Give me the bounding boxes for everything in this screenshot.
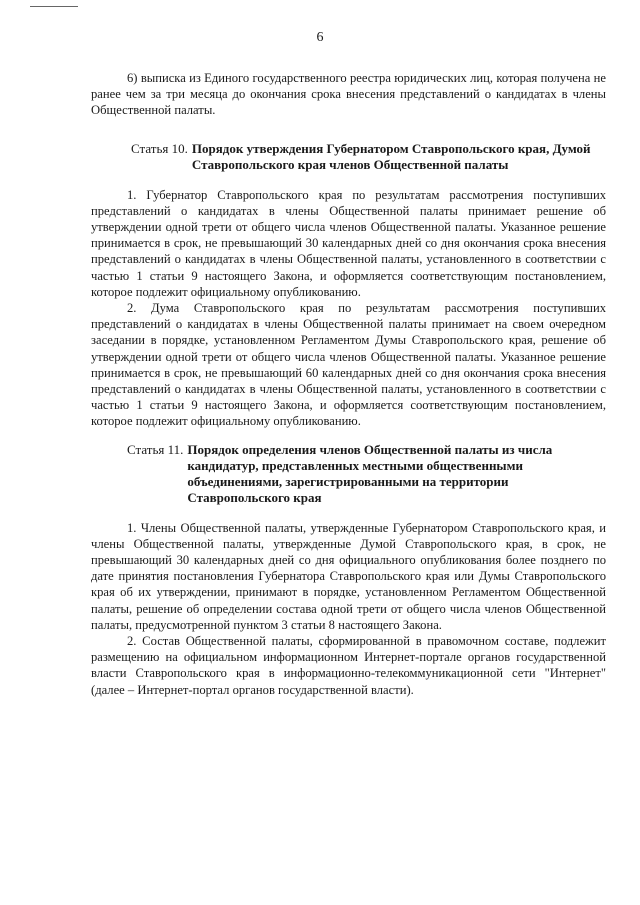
article-11-title: Порядок определения членов Общественной палаты из числа кандидатур, представленных местными общественными объединениями, зарегистрированными на территории Ставропольского края	[187, 441, 553, 505]
article-11-heading	[127, 442, 606, 506]
article-10-title: Порядок утверждения Губернатором Ставропольского края, Думой Ставропольского края членов Общественной палаты	[191, 140, 591, 172]
article-10-heading	[131, 141, 606, 173]
intro-item: 6) выписка из Единого государственного реестра юридических лиц, которая получена не ранее чем за три месяца до окончания срока внесения представлений о кандидатах в члены Общественной палаты.	[91, 71, 606, 118]
article-11-label: Статья 11.	[127, 441, 184, 457]
scan-mark	[30, 6, 78, 7]
article-10-paragraph-2: 2. Дума Ставропольского края по результатам рассмотрения поступивших представлений о кандидатах в члены Общественной палаты принимает на своем очередном заседании в порядке, установленном Регламентом Думы Ставропольского края, решение об утверждении одной трети от общего числа членов Общественной палаты. Указанное решение принимается в срок, не превышающий 60 календарных дней со дня окончания срока внесения представлений о кандидатах в члены Общественной палаты, установленного в соответствии с частью 1 статьи 9 настоящего Закона, и оформляется соответствующим постановлением, которое подлежит официальному опубликованию.	[91, 301, 606, 429]
article-10-paragraph-1: 1. Губернатор Ставропольского края по результатам рассмотрения поступивших представлений о кандидатах в члены Общественной палаты принимает решение об утверждении одной трети от общего числа членов Общественной палаты. Указанное решение принимается в срок, не превышающий 30 календарных дней со дня окончания срока внесения представлений о кандидатах в члены Общественной палаты, установленного в соответствии с частью 1 статьи 9 настоящего Закона, и оформляется соответствующим постановлением, которое подлежит официальному опубликованию.	[91, 187, 606, 299]
article-11-paragraph-1: 1. Члены Общественной палаты, утвержденные Губернатором Ставропольского края, и члены Общественной палаты, утвержденные Думой Ставропольского края, в срок, не превышающий 30 календарных дней со дня официального опубликования более позднего по дате принятия постановления Губернатора Ставропольского края или Думы Ставропольского края об их утверждении, принимают в порядке, установленном Регламентом Общественной палаты, решение об определении состава одной трети от общего числа членов Общественной палаты, предусмотренной пунктом 3 статьи 8 настоящего Закона.	[91, 520, 606, 632]
document-body	[91, 70, 606, 698]
article-10-label: Статья 10.	[131, 140, 188, 156]
page-number: 6	[316, 30, 324, 45]
article-11-paragraph-2: 2. Состав Общественной палаты, сформированной в правомочном составе, подлежит размещению на официальном информационном Интернет-портале органов государственной власти Ставропольского края в информационно-телекоммуникационной сети "Интернет" (далее – Интернет-портал органов государственной власти).	[91, 634, 606, 697]
